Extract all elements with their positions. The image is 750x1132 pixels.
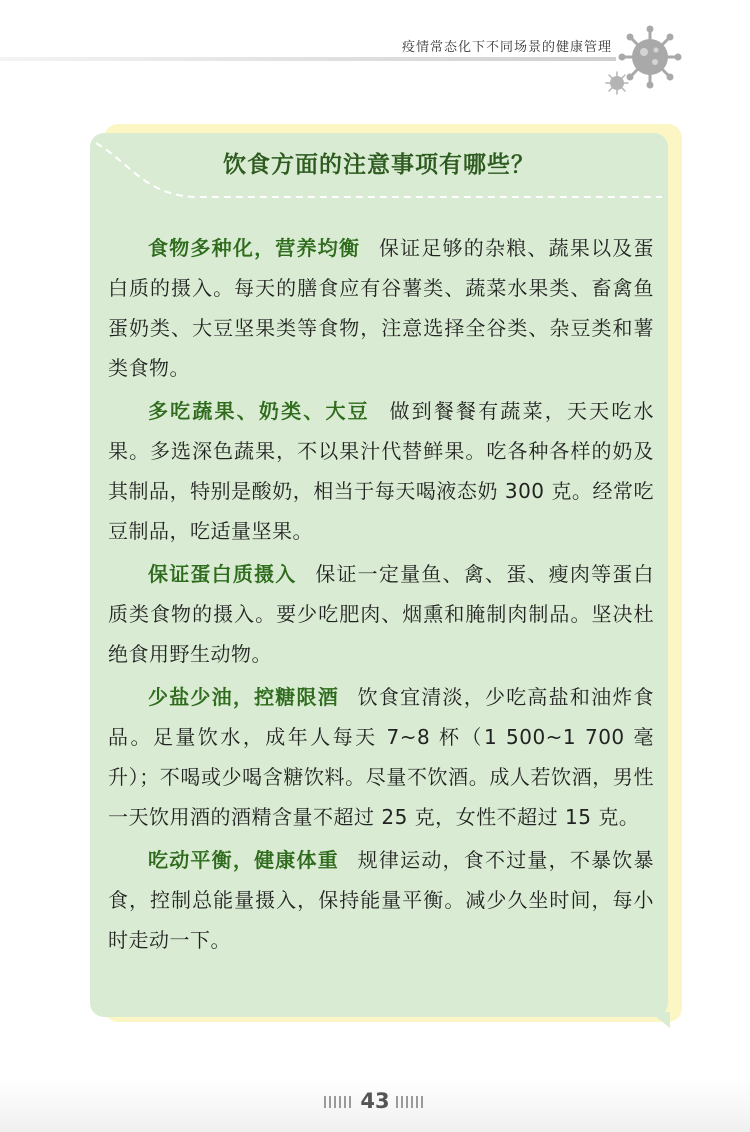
- paragraph-lead: 多吃蔬果、奶类、大豆: [148, 399, 370, 423]
- paragraph: [108, 554, 654, 674]
- paragraph-lead: 保证蛋白质摄入: [148, 562, 297, 586]
- paragraph-text: 规律运动，食不过量，不暴饮暴食，控制总能量摄入，保持能量平衡。减少久坐时间，每小时走动一下。: [108, 848, 655, 952]
- paragraph: [108, 391, 654, 551]
- card-title: 饮食方面的注意事项有哪些？: [223, 152, 535, 178]
- paragraph: [108, 840, 654, 960]
- paragraph: [108, 228, 654, 388]
- card-content: [108, 228, 654, 963]
- paragraph-text: 保证一定量鱼、禽、蛋、瘦肉等蛋白质类食物的摄入。要少吃肥肉、烟熏和腌制肉制品。坚决杜绝食用野生动物。: [108, 562, 655, 666]
- paragraph-text: 做到餐餐有蔬菜，天天吃水果。多选深色蔬果，不以果汁代替鲜果。吃各种各样的奶及其制品，特别是酸奶，相当于每天喝液态奶 300 克。经常吃豆制品，吃适量坚果。: [108, 399, 655, 543]
- page-number: 43: [360, 1089, 390, 1113]
- card-speech-tail: [650, 1012, 670, 1028]
- tick-marks-left: [324, 1096, 354, 1108]
- header-rule: [0, 57, 616, 61]
- running-header: 疫情常态化下不同场景的健康管理: [401, 40, 612, 55]
- paragraph: [108, 677, 654, 837]
- paragraph-lead: 少盐少油，控糖限酒: [148, 685, 339, 709]
- paragraph-text: 保证足够的杂粮、蔬果以及蛋白质的摄入。每天的膳食应有谷薯类、蔬菜水果类、畜禽鱼蛋奶类、大豆坚果类等食物，注意选择全谷类、杂豆类和薯类食物。: [108, 236, 655, 380]
- paragraph-lead: 食物多种化，营养均衡: [148, 236, 361, 260]
- page-number-block: [0, 1089, 750, 1113]
- virus-small-icon: [605, 71, 629, 95]
- paragraph-lead: 吃动平衡，健康体重: [148, 848, 339, 872]
- paragraph-text: 饮食宜清淡，少吃高盐和油炸食品。足量饮水，成年人每天 7~8 杯（1 500~1 700 毫升）；不喝或少喝含糖饮料。尽量不饮酒。成人若饮酒，男性一天饮用酒的酒精含量不超过 25 克，女性不超过 15 克。: [108, 685, 655, 829]
- tick-marks-right: [396, 1096, 426, 1108]
